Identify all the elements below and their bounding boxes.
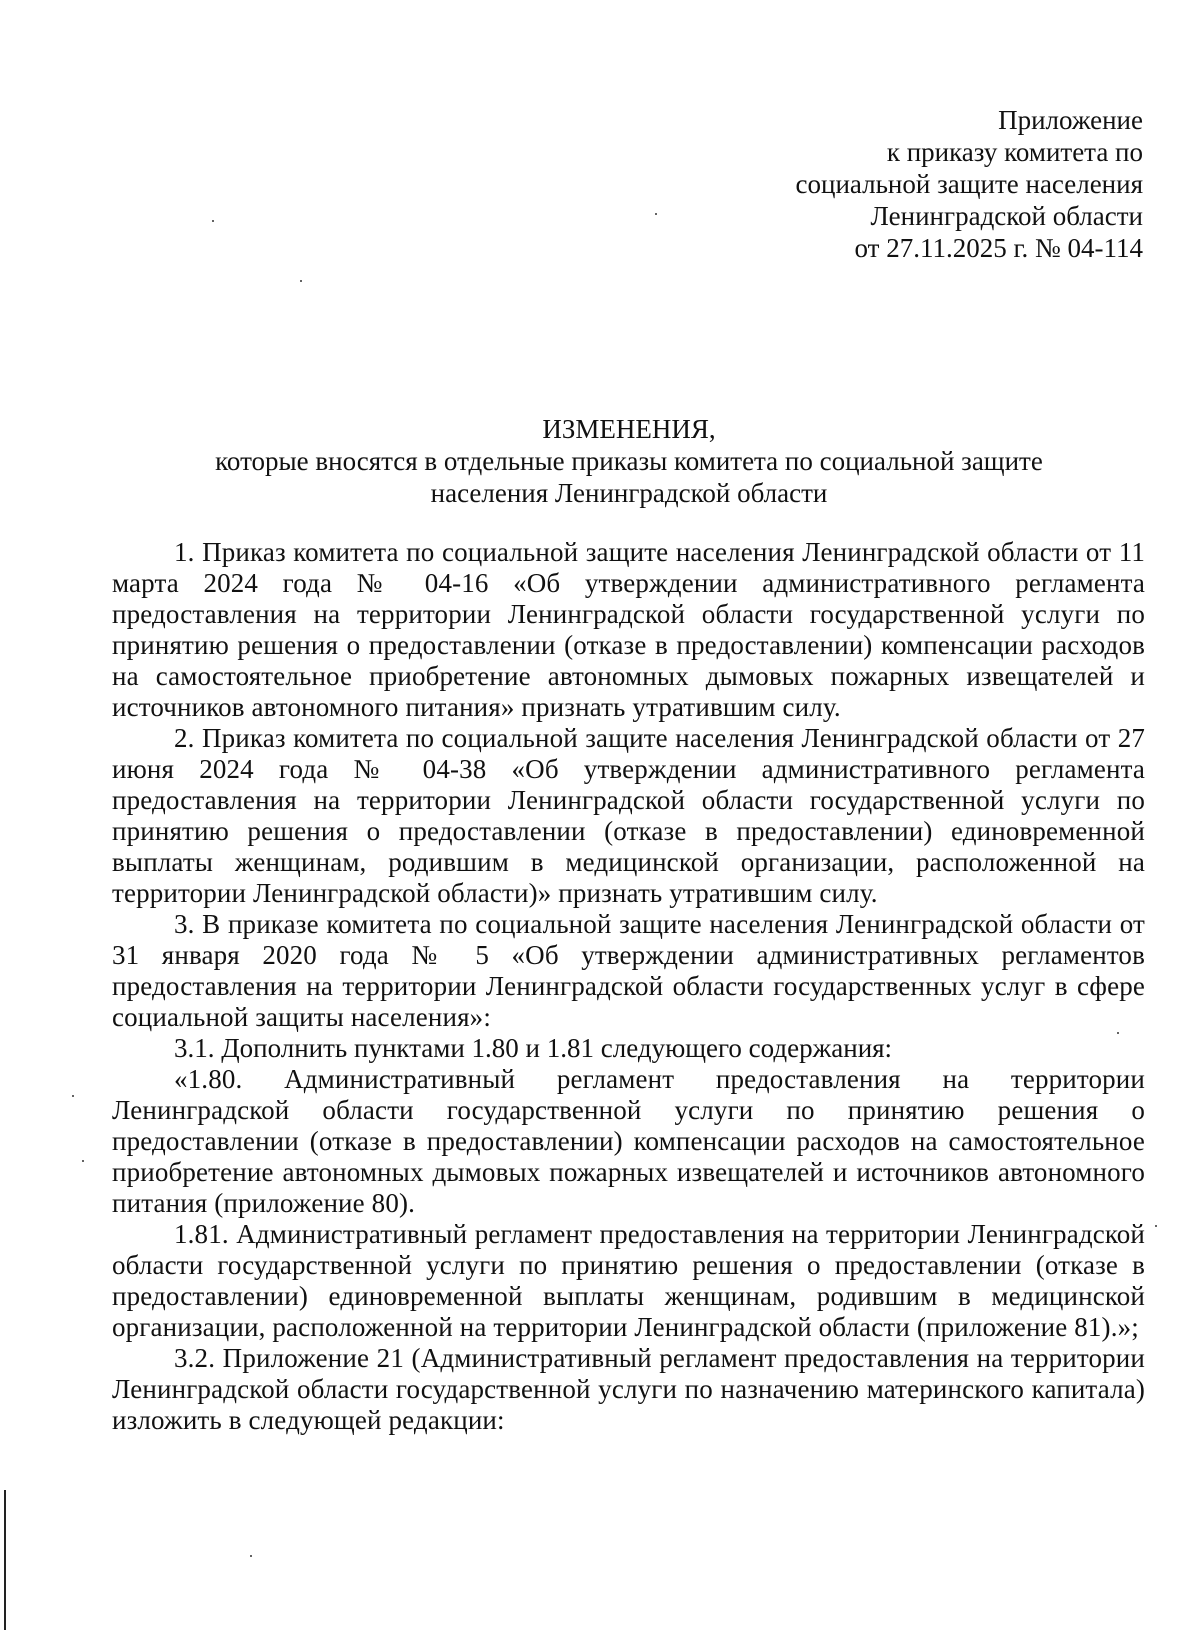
scan-edge-line [4, 1490, 6, 1630]
appendix-line-3: социальной защите населения [795, 169, 1143, 199]
scan-speck [212, 220, 214, 222]
paragraph-3-1: 3.1. Дополнить пунктами 1.80 и 1.81 следующего содержания: [174, 1033, 893, 1063]
appendix-line-5: от 27.11.2025 г. № 04-114 [854, 233, 1143, 263]
scan-speck [1155, 1225, 1157, 1227]
paragraph-3: 3. В приказе комитета по социальной защите населения Ленинградской области от 31 января 2020 года № 5 «Об утверждении административных регламентов предоставления на территории Ленинградской области государственных услуг в сфере социальной защиты населения»: [112, 909, 1145, 1032]
scan-speck [82, 1160, 84, 1162]
appendix-line-2: к приказу комитета по [886, 137, 1143, 167]
title-subtitle-line-1: которые вносятся в отдельные приказы комитета по социальной защите [215, 446, 1043, 476]
paragraph-1-80: «1.80. Административный регламент предоставления на территории Ленинградской области государственной услуги по принятию решения о предоставлении (отказе в предоставлении) компенсации расходов на самостоятельное приобретение автономных дымовых пожарных извещателей и источников автономного питания (приложение 80). [112, 1064, 1145, 1218]
scan-speck [72, 1095, 74, 1097]
scan-speck [300, 280, 302, 282]
document-title [114, 413, 1144, 509]
document-body [112, 537, 1145, 1436]
appendix-header [796, 104, 1143, 264]
paragraph-3-2: 3.2. Приложение 21 (Административный регламент предоставления на территории Ленинградской области государственной услуги по назначению материнского капитала) изложить в следующей редакции: [112, 1343, 1145, 1435]
scan-speck [1117, 1032, 1119, 1034]
title-subtitle-line-2: населения Ленинградской области [430, 478, 828, 508]
title-heading: ИЗМЕНЕНИЯ, [542, 414, 716, 444]
scan-speck [250, 1555, 252, 1557]
paragraph-2: 2. Приказ комитета по социальной защите населения Ленинградской области от 27 июня 2024 года № 04-38 «Об утверждении административного регламента предоставления на территории Ленинградской области государственной услуги по принятию решения о предоставлении (отказе в предоставлении) единовременной выплаты женщинам, родившим в медицинской организации, расположенной на территории Ленинградской области)» признать утратившим силу. [112, 723, 1145, 908]
paragraph-1: 1. Приказ комитета по социальной защите населения Ленинградской области от 11 марта 2024 года № 04-16 «Об утверждении административного регламента предоставления на территории Ленинградской области государственной услуги по принятию решения о предоставлении (отказе в предоставлении) компенсации расходов на самостоятельное приобретение автономных дымовых пожарных извещателей и источников автономного питания» признать утратившим силу. [112, 537, 1145, 722]
scan-speck [655, 213, 657, 215]
appendix-line-1: Приложение [998, 105, 1143, 135]
appendix-line-4: Ленинградской области [870, 201, 1143, 231]
paragraph-1-81: 1.81. Административный регламент предоставления на территории Ленинградской области государственной услуги по принятию решения о предоставлении (отказе в предоставлении) единовременной выплаты женщинам, родившим в медицинской организации, расположенной на территории Ленинградской области (приложение 81).»; [112, 1219, 1145, 1342]
